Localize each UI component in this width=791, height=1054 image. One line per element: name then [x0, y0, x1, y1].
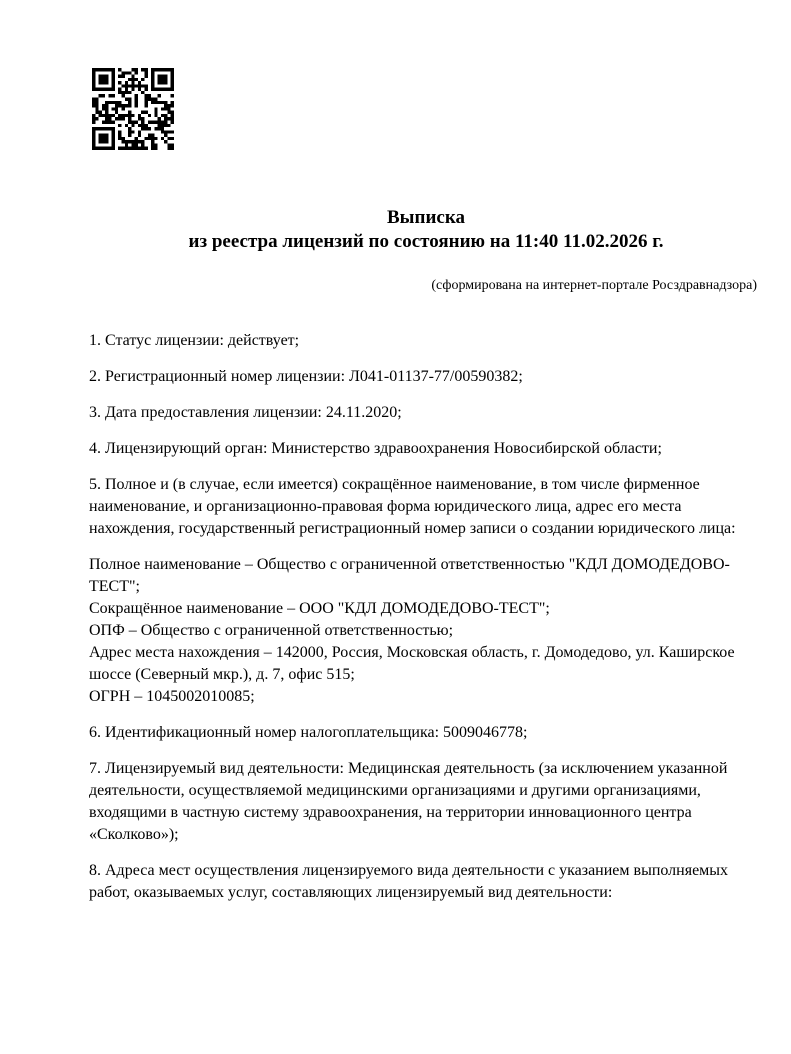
- qr-code-icon: [92, 68, 174, 150]
- paragraph-status: 1. Статус лицензии: действует;: [89, 332, 300, 349]
- paragraph-addresses-header: 8. Адреса мест осуществления лицензируемого вида деятельности с указанием выполняемых работ, оказываемых услуг, составляющих лицензируемый вид деятельности:: [89, 862, 729, 901]
- paragraph-reg-number: 2. Регистрационный номер лицензии: Л041-01137-77/00590382;: [89, 368, 523, 385]
- org-details-block: [89, 554, 763, 708]
- paragraph-org-info-header: 5. Полное и (в случае, если имеется) сокращённое наименование, в том числе фирменное наименование, и организационно-правовая форма юридического лица, адрес его места нахождения, государственный регистрационный номер записи о создании юридического лица:: [89, 476, 736, 537]
- page-title: [89, 206, 763, 254]
- formation-note: (сформирована на интернет-портале Росздравнадзора): [431, 278, 757, 293]
- paragraph-activity-type: 7. Лицензируемый вид деятельности: Медицинская деятельность (за исключением указанной деятельности, осуществляемой медицинскими организациями и другими организациями, входящими в частную систему здравоохранения, на территории инновационного центра «Сколково»);: [89, 760, 728, 843]
- paragraph-grant-date: 3. Дата предоставления лицензии: 24.11.2020;: [89, 404, 402, 421]
- org-detail-address: Адрес места нахождения – 142000, Россия, Московская область, г. Домодедово, ул. Каширское шоссе (Северный мкр.), д. 7, офис 515;: [89, 644, 735, 683]
- org-detail-full-name: Полное наименование – Общество с ограниченной ответственностью "КДЛ ДОМОДЕДОВО-ТЕСТ";: [89, 556, 730, 595]
- org-detail-short-name: Сокращённое наименование – ООО "КДЛ ДОМОДЕДОВО-ТЕСТ";: [89, 600, 550, 617]
- paragraph-inn: 6. Идентификационный номер налогоплательщика: 5009046778;: [89, 724, 528, 741]
- paragraph-licensing-authority: 4. Лицензирующий орган: Министерство здравоохранения Новосибирской области;: [89, 440, 662, 457]
- document-body: [89, 330, 763, 918]
- org-detail-ogrn: ОГРН – 1045002010085;: [89, 688, 255, 705]
- page-title-line1: Выписка: [387, 207, 465, 228]
- org-detail-opf: ОПФ – Общество с ограниченной ответственностью;: [89, 622, 454, 639]
- page-title-line2: из реестра лицензий по состоянию на 11:40 11.02.2026 г.: [188, 231, 664, 252]
